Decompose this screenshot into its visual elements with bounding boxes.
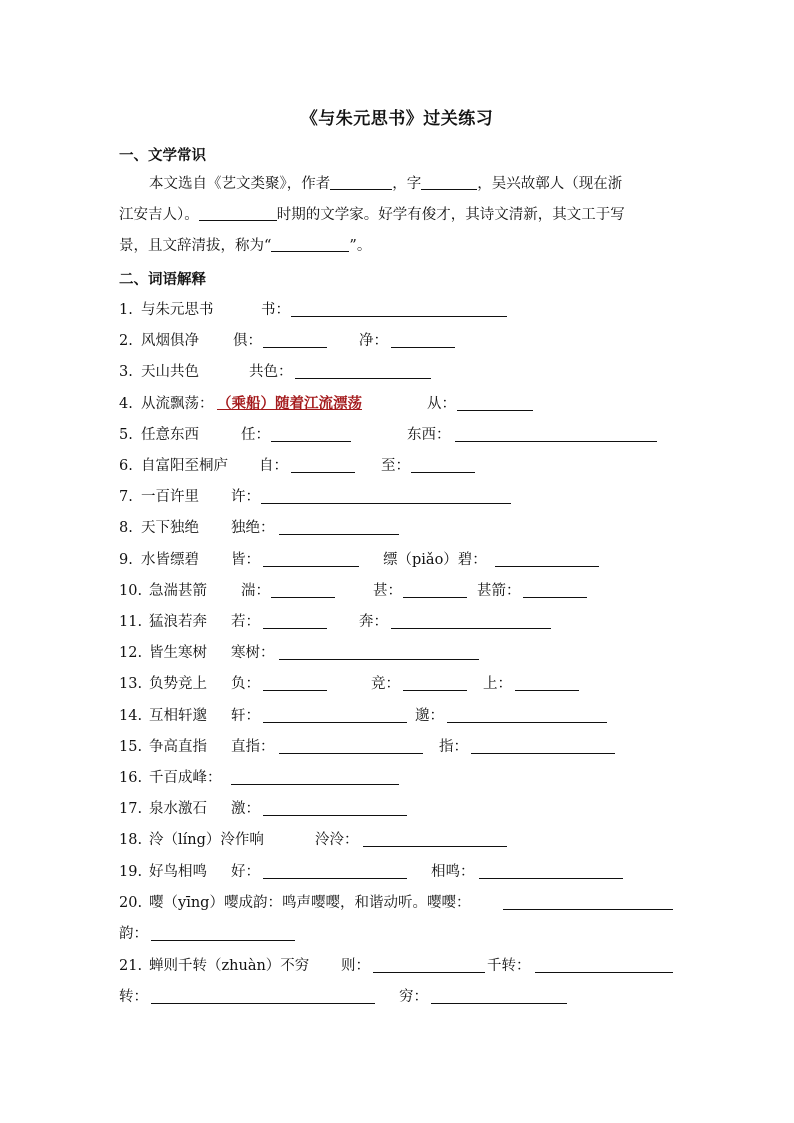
answer-blank[interactable] (291, 472, 355, 473)
item-phrase: 好鸟相鸣 (149, 864, 207, 880)
answer-blank[interactable] (411, 472, 475, 473)
keyword-label: 则： (341, 958, 370, 974)
keyword-label: 寒树： (231, 645, 275, 661)
keyword-label: 指： (439, 739, 468, 755)
item-number: 10. (119, 583, 143, 599)
answer-blank[interactable] (447, 722, 607, 723)
item-phrase: 与朱元思书 (141, 302, 214, 318)
item-number: 7. (119, 489, 133, 505)
answer-blank[interactable] (363, 846, 507, 847)
item-number: 14. (119, 708, 143, 724)
item-number: 18. (119, 832, 143, 848)
item-phrase: 自富阳至桐庐 (141, 458, 228, 474)
answer-blank[interactable] (263, 690, 327, 691)
keyword-label: 甚： (373, 583, 402, 599)
keyword-label: 俱： (233, 333, 262, 349)
keyword-label: 穷： (399, 989, 428, 1005)
answer-blank[interactable] (523, 597, 587, 598)
item-number: 12. (119, 645, 143, 661)
keyword-label: 直指： (231, 739, 275, 755)
item-phrase: 一百许里 (141, 489, 199, 505)
section-heading-vocabulary: 二、词语解释 (119, 272, 206, 288)
answer-blank[interactable] (431, 1003, 567, 1004)
item-number: 4. (119, 396, 133, 412)
item-phrase: 泉水激石 (149, 801, 207, 817)
section-heading-literature: 一、文学常识 (119, 148, 206, 164)
answer-blank[interactable] (263, 347, 327, 348)
answer-blank[interactable] (231, 784, 399, 785)
keyword-label: 从： (427, 396, 456, 412)
item-number: 2. (119, 333, 133, 349)
keyword-label: 湍： (241, 583, 270, 599)
answer-blank[interactable] (295, 378, 431, 379)
item-phrase: 泠（líng）泠作响 (149, 832, 264, 848)
item-number: 9. (119, 552, 133, 568)
answer-blank[interactable] (279, 659, 479, 660)
answer-blank[interactable] (503, 909, 673, 910)
keyword-label: 自： (259, 458, 288, 474)
item-number: 21. (119, 958, 143, 974)
filled-answer: （乘船）随着江流漂荡 (217, 395, 362, 412)
answer-blank[interactable] (263, 566, 359, 567)
item-number: 8. (119, 520, 133, 536)
keyword-label: 负： (231, 676, 260, 692)
item-phrase: 嘤（yīng）嘤成韵：鸣声嘤嘤，和谐动听。嘤嘤： (149, 895, 471, 911)
answer-blank[interactable] (373, 972, 485, 973)
answer-blank[interactable] (263, 628, 327, 629)
keyword-label: 至： (381, 458, 410, 474)
answer-blank[interactable] (271, 441, 351, 442)
keyword-label: 甚箭： (477, 583, 521, 599)
item-number: 3. (119, 364, 133, 380)
author-blank[interactable] (330, 173, 392, 190)
item-phrase: 天山共色 (141, 364, 199, 380)
paragraph-line-1: 本文选自《艺文类聚》，作者 ，字 ，吴兴故鄣人（现在浙 (119, 169, 679, 200)
answer-blank[interactable] (151, 1003, 375, 1004)
keyword-label: 邈： (415, 708, 444, 724)
answer-blank[interactable] (263, 722, 407, 723)
answer-blank[interactable] (263, 878, 407, 879)
keyword-label: 转： (119, 989, 148, 1005)
answer-blank[interactable] (457, 410, 533, 411)
keyword-label: 共色： (249, 364, 293, 380)
item-number: 17. (119, 801, 143, 817)
answer-blank[interactable] (263, 815, 407, 816)
item-number: 6. (119, 458, 133, 474)
item-number: 5. (119, 427, 133, 443)
answer-blank[interactable] (391, 347, 455, 348)
paragraph-line-2: 江安吉人）。 时期的文学家。好学有俊才，其诗文清新，其文工于写 (119, 200, 679, 231)
answer-blank[interactable] (261, 503, 511, 504)
keyword-label: 相鸣： (431, 864, 475, 880)
keyword-label: 激： (231, 801, 260, 817)
answer-blank[interactable] (479, 878, 623, 879)
keyword-label: 奔： (359, 614, 388, 630)
item-phrase: 蝉则千转（zhuàn）不穷 (149, 958, 310, 974)
answer-blank[interactable] (455, 441, 657, 442)
keyword-label: 东西： (407, 427, 451, 443)
item-number: 1. (119, 302, 133, 318)
item-number: 13. (119, 676, 143, 692)
keyword-label: 泠泠： (315, 832, 359, 848)
item-number: 15. (119, 739, 143, 755)
keyword-label: 轩： (231, 708, 260, 724)
keyword-label: 任： (241, 427, 270, 443)
item-phrase: 风烟俱净 (141, 333, 199, 349)
item-phrase: 千百成峰： (149, 770, 222, 786)
item-phrase: 天下独绝 (141, 520, 199, 536)
answer-blank[interactable] (535, 972, 673, 973)
answer-blank[interactable] (515, 690, 579, 691)
item-phrase: 负势竞上 (149, 676, 207, 692)
answer-blank[interactable] (271, 597, 335, 598)
item-number: 11. (119, 614, 143, 630)
answer-blank[interactable] (495, 566, 599, 567)
keyword-label: 书： (261, 302, 290, 318)
answer-blank[interactable] (291, 316, 507, 317)
item-phrase: 任意东西 (141, 427, 199, 443)
item-number: 19. (119, 864, 143, 880)
answer-blank[interactable] (403, 690, 467, 691)
page-title: 《与朱元思书》过关练习 (300, 109, 494, 129)
keyword-label: 上： (483, 676, 512, 692)
keyword-label: 许： (231, 489, 260, 505)
item-phrase: 猛浪若奔 (149, 614, 207, 630)
keyword-label: 竞： (371, 676, 400, 692)
paragraph-line-3: 景，且文辞清拔，称为“ ”。 (119, 231, 679, 262)
answer-blank[interactable] (471, 753, 615, 754)
keyword-label: 千转： (487, 958, 531, 974)
keyword-label: 独绝： (231, 520, 275, 536)
item-phrase: 争高直指 (149, 739, 207, 755)
answer-blank[interactable] (279, 534, 399, 535)
dynasty-blank[interactable] (199, 204, 277, 221)
item-phrase: 从流飘荡： (141, 396, 214, 412)
keyword-label: 缥（piǎo）碧： (383, 552, 487, 568)
keyword-label: 好： (231, 864, 260, 880)
keyword-label: 净： (359, 333, 388, 349)
answer-blank[interactable] (403, 597, 467, 598)
answer-blank[interactable] (151, 940, 295, 941)
item-number: 20. (119, 895, 143, 911)
item-number: 16. (119, 770, 143, 786)
keyword-label: 若： (231, 614, 260, 630)
answer-blank[interactable] (391, 628, 551, 629)
literature-paragraph (119, 169, 679, 262)
keyword-label: 皆： (231, 552, 260, 568)
answer-blank[interactable] (279, 753, 423, 754)
item-phrase: 急湍甚箭 (149, 583, 207, 599)
keyword-label: 韵： (119, 926, 148, 942)
courtesy-name-blank[interactable] (421, 173, 477, 190)
item-phrase: 皆生寒树 (149, 645, 207, 661)
style-name-blank[interactable] (271, 235, 349, 252)
item-phrase: 互相轩邈 (149, 708, 207, 724)
item-phrase: 水皆缥碧 (141, 552, 199, 568)
